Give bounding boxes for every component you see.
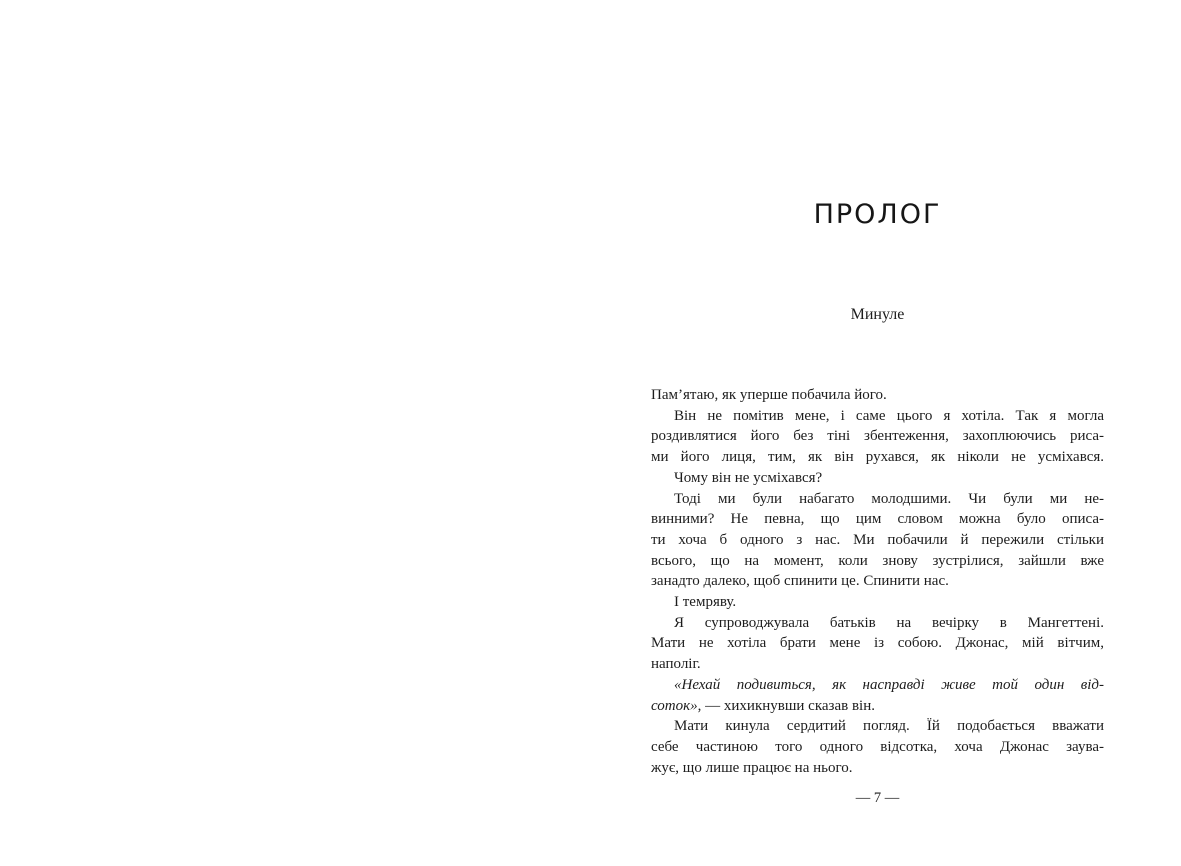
paragraph xyxy=(651,468,1104,489)
paragraph xyxy=(651,675,1104,716)
page-number: — 7 — xyxy=(855,790,900,806)
text-segment: наполіг. xyxy=(651,656,701,673)
text-line xyxy=(651,426,1104,447)
text-segment: Я супроводжувала батьків на вечірку в Мангеттені. xyxy=(674,614,1104,631)
text-line xyxy=(651,716,1104,737)
paragraph xyxy=(651,406,1104,468)
text-segment: жує, що лише працює на нього. xyxy=(651,759,853,776)
paragraph xyxy=(651,592,1104,613)
text-line xyxy=(651,530,1104,551)
text-line xyxy=(651,758,1104,779)
paragraph xyxy=(651,716,1104,778)
chapter-title: ПРОЛОГ xyxy=(813,199,942,230)
text-line xyxy=(651,468,1104,489)
paragraph xyxy=(651,613,1104,675)
text-line xyxy=(651,592,1104,613)
text-line xyxy=(651,571,1104,592)
text-line xyxy=(651,737,1104,758)
text-line xyxy=(651,675,1104,696)
text-segment: ти хоча б одного з нас. Ми побачили й пережили стільки xyxy=(651,531,1104,548)
text-segment: Чому він не усміхався? xyxy=(674,469,823,486)
text-line xyxy=(651,696,1104,717)
italic-text-segment: «Нехай подивиться, як насправді живе той один від- xyxy=(674,676,1104,693)
text-segment: , — хихикнувши сказав він. xyxy=(697,697,875,714)
text-segment: винними? Не певна, що цим словом можна було описа- xyxy=(651,511,1104,528)
text-line xyxy=(651,509,1104,530)
text-segment: Мати не хотіла брати мене із собою. Джонас, мій вітчим, xyxy=(651,635,1104,652)
text-line xyxy=(651,385,1104,406)
text-segment: себе частиною того одного відсотка, хоча Джонас заува- xyxy=(651,738,1104,755)
section-subtitle: Минуле xyxy=(850,306,905,323)
text-segment: Мати кинула сердитий погляд. Їй подобається вважати xyxy=(674,718,1104,735)
text-segment: роздивлятися його без тіні збентеження, захоплюючись риса- xyxy=(651,428,1104,445)
text-line xyxy=(651,406,1104,427)
text-line xyxy=(651,633,1104,654)
paragraph xyxy=(651,385,1104,406)
text-line xyxy=(651,551,1104,572)
text-line xyxy=(651,489,1104,510)
text-segment: Пам’ятаю, як уперше побачила його. xyxy=(651,387,887,403)
text-segment: І темряву. xyxy=(674,594,737,611)
left-page-blank xyxy=(0,0,590,866)
text-segment: Він не помітив мене, і саме цього я хотіла. Так я могла xyxy=(674,407,1104,424)
body-text xyxy=(651,385,1104,778)
paragraph xyxy=(651,489,1104,593)
italic-text-segment: соток» xyxy=(651,697,698,714)
text-segment: занадто далеко, щоб спинити це. Спинити нас. xyxy=(651,573,949,590)
text-segment: Тоді ми були набагато молодшими. Чи були ми не- xyxy=(674,490,1104,507)
text-line xyxy=(651,654,1104,675)
text-line xyxy=(651,447,1104,468)
text-segment: ми його лиця, тим, як він рухався, як ніколи не усміхався. xyxy=(651,449,1104,466)
text-segment: всього, що на момент, коли знову зустрілися, зайшли вже xyxy=(651,552,1104,569)
text-line xyxy=(651,613,1104,634)
